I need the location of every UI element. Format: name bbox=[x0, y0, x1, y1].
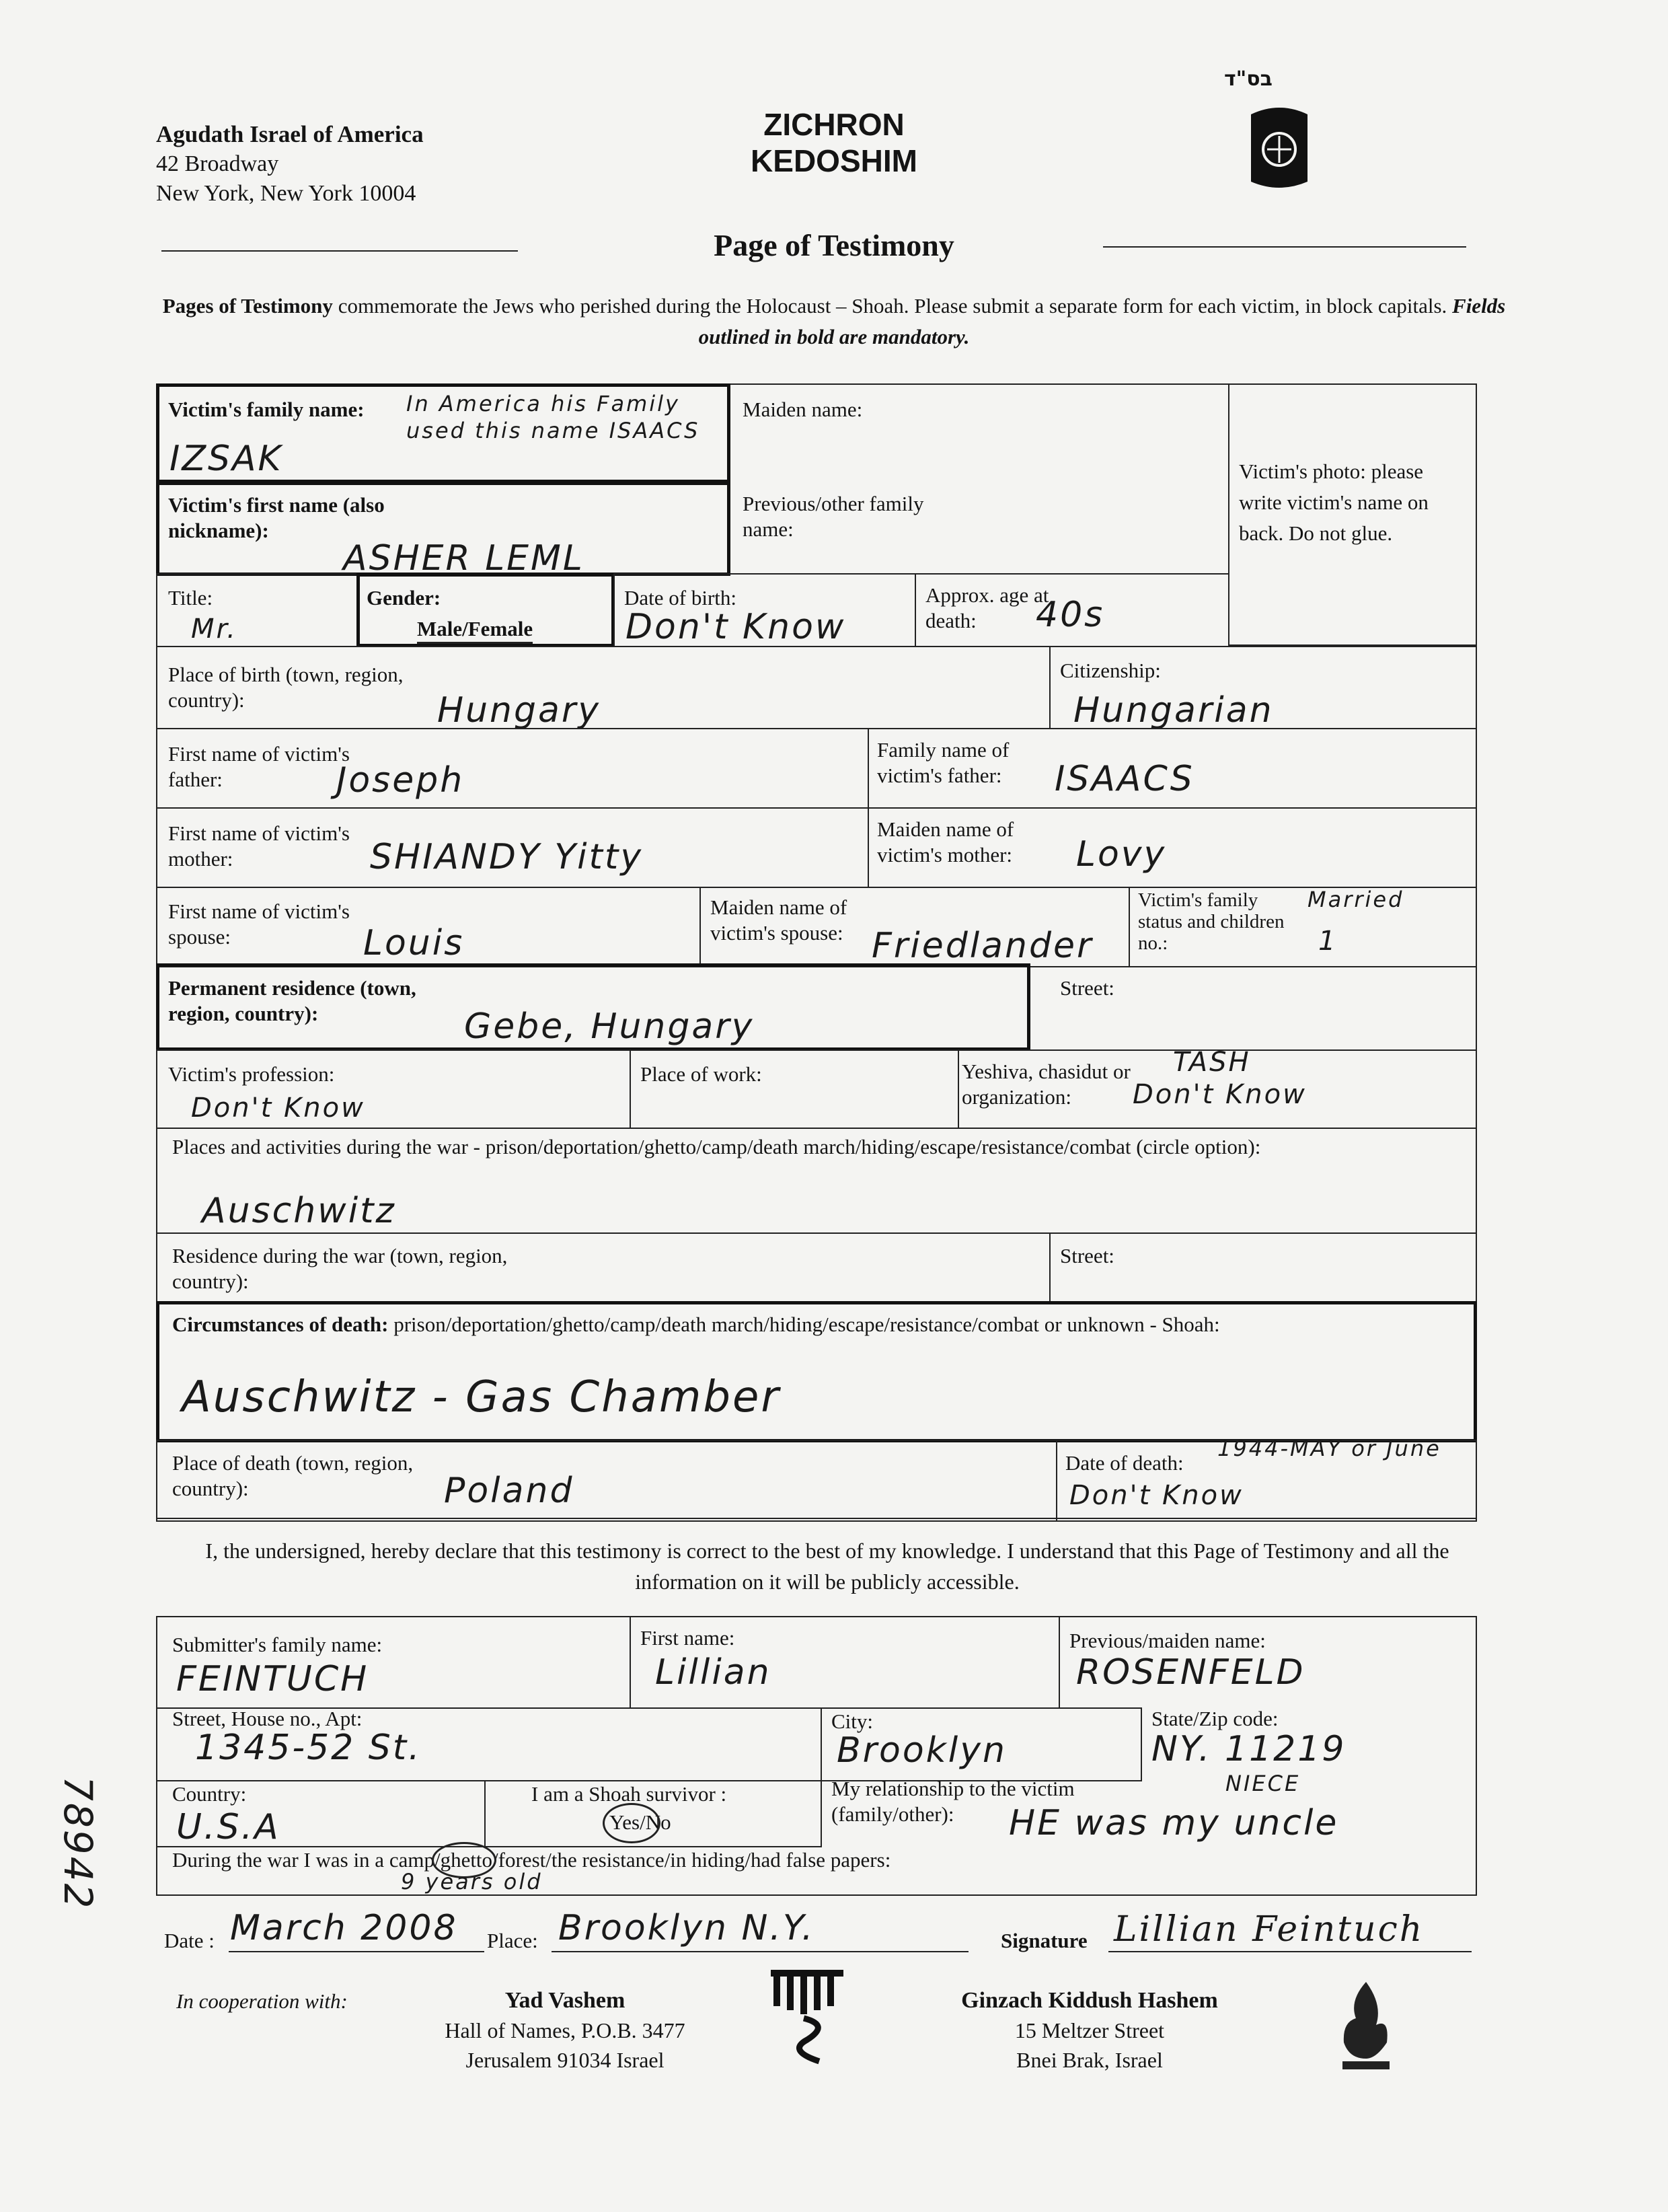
sub-prev-value: ROSENFELD bbox=[1076, 1652, 1305, 1693]
family-name-note: In America his Family used this name ISAACS bbox=[406, 391, 700, 443]
place-rule bbox=[552, 1951, 969, 1952]
title-line2: KEDOSHIM bbox=[751, 143, 917, 178]
spouse-maiden-value: Friedlander bbox=[872, 926, 1094, 966]
yv-addr1: Hall of Names, P.O.B. 3477 bbox=[445, 2018, 685, 2042]
signature-rule bbox=[1108, 1951, 1472, 1952]
declaration-text: I, the undersigned, hereby declare that this testimony is correct to the best of my knowledge. I understand that this Page of Testimony and all the information on it will be publicly accessible. bbox=[205, 1539, 1449, 1594]
gk-addr1: 15 Meltzer Street bbox=[1014, 2018, 1165, 2042]
family-name-label: Victim's family name: bbox=[168, 398, 365, 421]
sub-country-value: U.S.A bbox=[176, 1807, 280, 1847]
relationship-label: My relationship to the victim (family/other): bbox=[831, 1777, 1075, 1826]
places-war-label: Places and activities during the war - prison/deportation/ghetto/camp/death march/hiding/escape/resistance/combat (circle option): bbox=[172, 1135, 1261, 1158]
yv-name: Yad Vashem bbox=[504, 1988, 626, 2013]
date-rule bbox=[229, 1951, 484, 1952]
title-label: Title: bbox=[168, 586, 213, 610]
date-value[interactable]: March 2008 bbox=[230, 1908, 458, 1948]
yeshiva-value-1: TASH bbox=[1173, 1047, 1251, 1078]
yad-vashem-block bbox=[404, 1986, 726, 2075]
children-value: 1 bbox=[1318, 926, 1338, 957]
place-label: Place: bbox=[487, 1929, 538, 1952]
signature-value[interactable]: Lillian Feintuch bbox=[1114, 1909, 1425, 1950]
sub-street-value: 1345-52 St. bbox=[195, 1728, 422, 1768]
intro-lead: Pages of Testimony bbox=[162, 294, 333, 318]
dob-label: Date of birth: bbox=[624, 586, 737, 610]
place-death-label: Place of death (town, region, country): bbox=[172, 1451, 414, 1500]
family-status-label: Victim's family status and children no.: bbox=[1138, 889, 1285, 954]
first-name-label: Victim's first name (also nickname): bbox=[168, 493, 385, 542]
rule-left bbox=[161, 250, 518, 252]
org-block bbox=[156, 120, 424, 209]
spouse-maiden-label: Maiden name of victim's spouse: bbox=[710, 895, 847, 945]
photo-label: Victim's photo: please write victim's name on back. Do not glue. bbox=[1239, 459, 1429, 545]
relationship-value-2: HE was my uncle bbox=[1009, 1803, 1339, 1843]
page-title: Page of Testimony bbox=[714, 228, 954, 262]
family-status-value: Married bbox=[1307, 887, 1404, 912]
work-label: Place of work: bbox=[640, 1062, 762, 1086]
dob-value: Don't Know bbox=[626, 607, 846, 647]
gender-options: Male/Female bbox=[417, 616, 533, 644]
mother-maiden-label: Maiden name of victim's mother: bbox=[877, 817, 1014, 867]
first-name-value: ASHER LEML bbox=[343, 538, 584, 579]
profession-label: Victim's profession: bbox=[168, 1062, 335, 1086]
previous-family-label: Previous/other family name: bbox=[743, 492, 924, 541]
sub-first-value: Lillian bbox=[655, 1652, 771, 1693]
age-value: 40s bbox=[1036, 595, 1105, 635]
form-title bbox=[673, 106, 995, 179]
org-city: New York, New York 10004 bbox=[156, 181, 416, 206]
ginzach-block bbox=[915, 1986, 1264, 2075]
intro-body: commemorate the Jews who perished during the Holocaust – Shoah. Please submit a separate form for each victim, in block capitals. bbox=[332, 294, 1453, 318]
ginzach-flame-logo-icon bbox=[1329, 1978, 1403, 2072]
date-label: Date : bbox=[164, 1929, 215, 1952]
during-war-value: 9 years old bbox=[401, 1869, 543, 1894]
yv-addr2: Jerusalem 91034 Israel bbox=[465, 2048, 665, 2072]
signature-label: Signature bbox=[1001, 1929, 1088, 1952]
sub-prev-label: Previous/maiden name: bbox=[1069, 1629, 1266, 1652]
citizenship-label: Citizenship: bbox=[1060, 659, 1161, 682]
yeshiva-label: Yeshiva, chasidut or organization: bbox=[962, 1060, 1131, 1109]
citizenship-value: Hungarian bbox=[1073, 690, 1274, 731]
org-street: 42 Broadway bbox=[156, 151, 279, 176]
yad-vashem-logo-icon bbox=[767, 1964, 847, 2065]
mother-first-value: SHIANDY Yitty bbox=[370, 837, 644, 877]
rule-right bbox=[1103, 246, 1466, 248]
circumstances-label: Circumstances of death: prison/deportation/ghetto/camp/death march/hiding/escape/resistance/combat or unknown - Shoah: bbox=[172, 1313, 1220, 1336]
pob-value: Hungary bbox=[437, 690, 601, 731]
agudath-logo-icon bbox=[1238, 101, 1321, 195]
coop-label: In cooperation with: bbox=[176, 1989, 348, 2013]
circumstances-value: Auschwitz - Gas Chamber bbox=[182, 1372, 781, 1422]
survivor-options: Yes/No bbox=[609, 1810, 671, 1834]
father-family-value: ISAACS bbox=[1055, 759, 1195, 799]
perm-res-label: Permanent residence (town, region, country): bbox=[168, 976, 416, 1025]
street2-label: Street: bbox=[1060, 1244, 1114, 1267]
intro-text bbox=[161, 291, 1507, 353]
relationship-value-1: NIECE bbox=[1225, 1771, 1301, 1796]
survivor-yes-circle bbox=[603, 1803, 660, 1843]
sub-family-value: FEINTUCH bbox=[176, 1659, 369, 1699]
spouse-first-value: Louis bbox=[363, 923, 465, 963]
date-death-value-1: 1944-MAY or June bbox=[1217, 1436, 1441, 1461]
margin-note: 78942 bbox=[55, 1776, 101, 1911]
sub-city-label: City: bbox=[831, 1709, 874, 1733]
during-war-label: During the war I was in a camp/ghetto/forest/the resistance/in hiding/had false papers: bbox=[172, 1848, 891, 1872]
res-war-label: Residence during the war (town, region, country): bbox=[172, 1244, 508, 1293]
org-name: Agudath Israel of America bbox=[156, 121, 424, 147]
profession-value: Don't Know bbox=[191, 1093, 365, 1123]
sub-family-label: Submitter's family name: bbox=[172, 1633, 383, 1656]
perm-res-value: Gebe, Hungary bbox=[464, 1006, 755, 1047]
sub-city-value: Brooklyn bbox=[837, 1730, 1007, 1771]
street-label: Street: bbox=[1060, 976, 1114, 1000]
title-line1: ZICHRON bbox=[763, 107, 905, 142]
place-death-value: Poland bbox=[444, 1471, 574, 1511]
sub-first-label: First name: bbox=[640, 1626, 735, 1650]
gk-name: Ginzach Kiddush Hashem bbox=[961, 1988, 1218, 2013]
gender-label: Gender: bbox=[367, 586, 441, 610]
title-value: Mr. bbox=[191, 614, 237, 644]
sub-state-label: State/Zip code: bbox=[1151, 1707, 1279, 1730]
pob-label: Place of birth (town, region, country): bbox=[168, 663, 404, 712]
mother-maiden-value: Lovy bbox=[1076, 834, 1167, 875]
hebrew-mark: בס"ד bbox=[1224, 67, 1273, 91]
intro-mandatory: Fields outlined in bold are mandatory. bbox=[698, 294, 1506, 348]
maiden-name-label: Maiden name: bbox=[743, 398, 863, 421]
survivor-label: I am a Shoah survivor : bbox=[531, 1782, 727, 1806]
date-death-label: Date of death: bbox=[1065, 1451, 1184, 1475]
place-value[interactable]: Brooklyn N.Y. bbox=[558, 1908, 815, 1948]
yeshiva-value-2: Don't Know bbox=[1133, 1079, 1307, 1110]
father-family-label: Family name of victim's father: bbox=[877, 738, 1010, 787]
age-label: Approx. age at death: bbox=[925, 583, 1049, 632]
spouse-first-label: First name of victim's spouse: bbox=[168, 899, 350, 949]
family-name-value: IZSAK bbox=[169, 439, 283, 479]
sub-state-value: NY. 11219 bbox=[1151, 1729, 1347, 1769]
mother-first-label: First name of victim's mother: bbox=[168, 821, 350, 871]
father-first-label: First name of victim's father: bbox=[168, 742, 350, 791]
father-first-value: Joseph bbox=[336, 760, 465, 801]
places-war-value: Auschwitz bbox=[202, 1191, 396, 1231]
sub-street-label: Street, House no., Apt: bbox=[172, 1707, 363, 1730]
gk-addr2: Bnei Brak, Israel bbox=[1016, 2048, 1163, 2072]
date-death-value-2: Don't Know bbox=[1069, 1480, 1244, 1511]
sub-country-label: Country: bbox=[172, 1782, 247, 1806]
